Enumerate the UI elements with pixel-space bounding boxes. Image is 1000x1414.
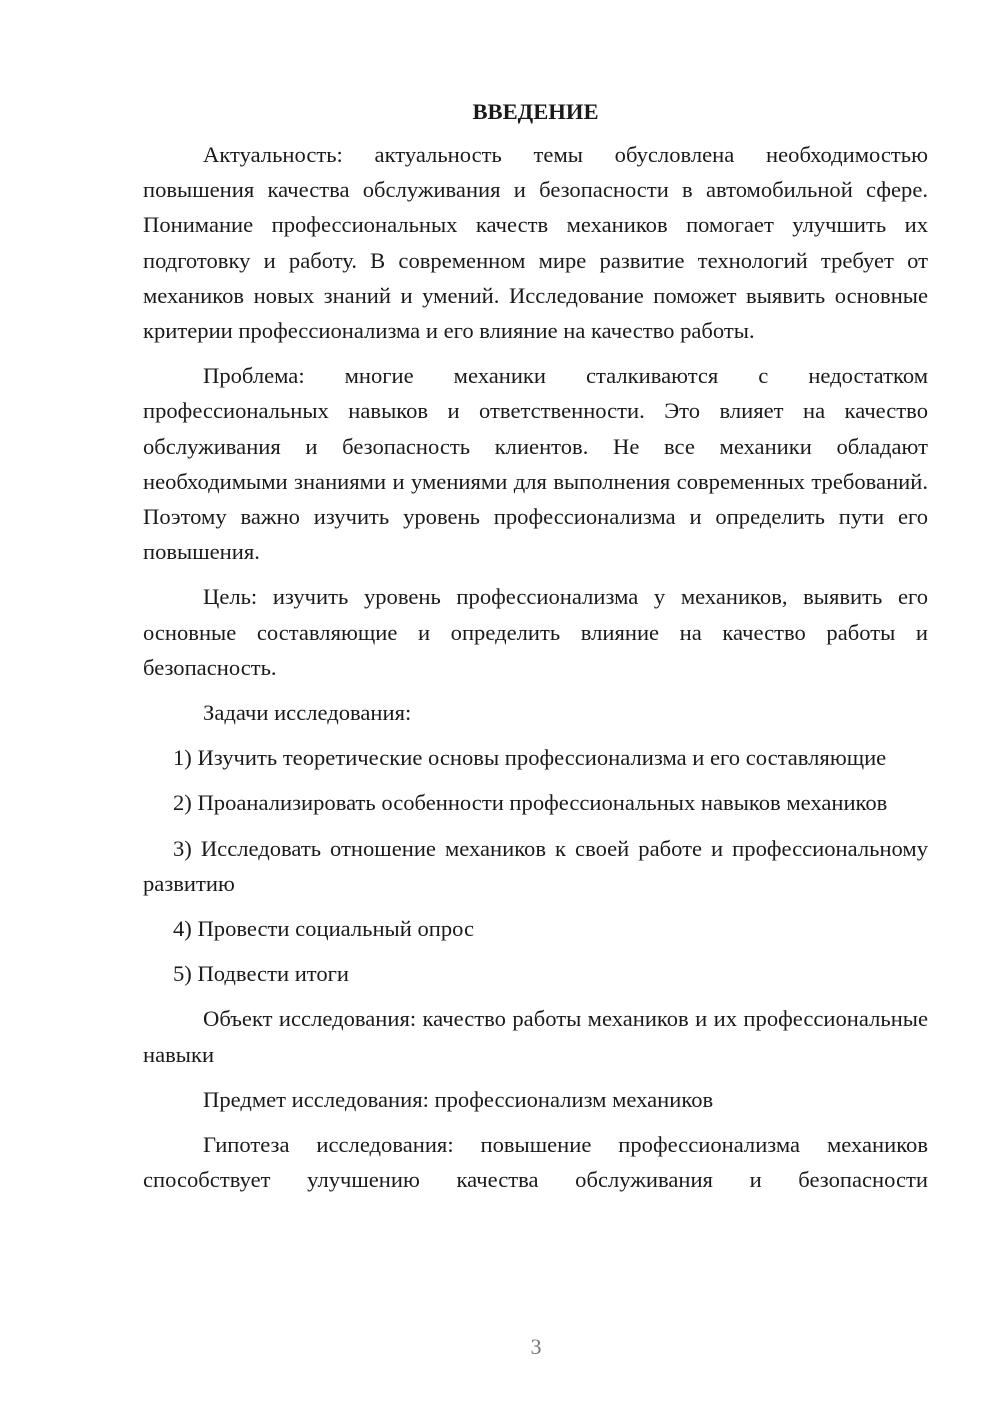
tasks-list bbox=[143, 740, 928, 991]
list-item: 5) Подвести итоги bbox=[173, 961, 350, 987]
paragraph-object: Объект исследования: качество работы механиков и их профессиональные навыки bbox=[143, 1006, 928, 1067]
list-item: 4) Провести социальный опрос bbox=[173, 916, 475, 942]
paragraph-subject: Предмет исследования: профессионализм механиков bbox=[203, 1086, 714, 1112]
paragraph-problem: Проблема: многие механики сталкиваются с недостатком профессиональных навыков и ответственности. Это влияет на качество обслуживания и безопасность клиентов. Не все механики обладают необходимыми знаниями и умениями для выполнения современных требований. Поэтому важно изучить уровень профессионализма и определить пути его повышения. bbox=[143, 363, 928, 565]
paragraph-relevance: Актуальность: актуальность темы обусловлена необходимостью повышения качества обслуживания и безопасности в автомобильной сфере. Понимание профессиональных качеств механиков помогает улучшить их подготовку и работу. В современном мире развитие технологий требует от механиков новых знаний и умений. Исследование поможет выявить основные критерии профессионализма и его влияние на качество работы. bbox=[143, 142, 928, 344]
page-number: 3 bbox=[530, 1334, 542, 1359]
paragraph-hypothesis: Гипотеза исследования: повышение профессионализма механиков способствует улучшению качества обслуживания и безопасности bbox=[143, 1132, 928, 1193]
paragraph-goal: Цель: изучить уровень профессионализма у механиков, выявить его основные составляющие и определить влияние на качество работы и безопасность. bbox=[143, 584, 928, 680]
list-item: 1) Изучить теоретические основы профессионализма и его составляющие bbox=[173, 745, 887, 771]
list-item: 3) Исследовать отношение механиков к своей работе и профессиональному развитию bbox=[143, 835, 928, 896]
tasks-heading: Задачи исследования: bbox=[203, 700, 412, 726]
section-title: ВВЕДЕНИЕ bbox=[472, 99, 599, 124]
document-page bbox=[143, 96, 928, 1207]
list-item: 2) Проанализировать особенности профессиональных навыков механиков bbox=[173, 790, 888, 816]
